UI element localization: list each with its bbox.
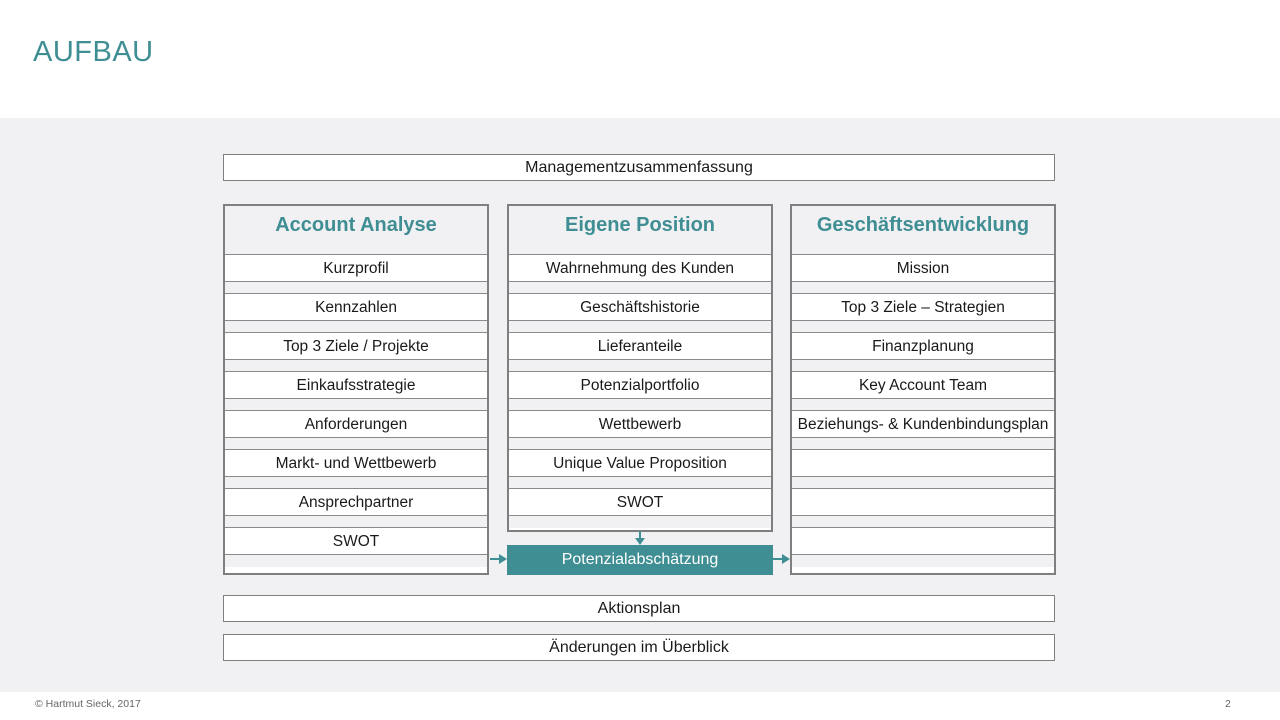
list-item bbox=[792, 450, 1054, 489]
arrow-right-icon bbox=[773, 552, 791, 566]
list-item-label: SWOT bbox=[225, 528, 487, 555]
divider bbox=[509, 516, 771, 528]
divider bbox=[792, 360, 1054, 372]
list-item-label: Kurzprofil bbox=[225, 255, 487, 282]
list-item bbox=[509, 450, 771, 489]
divider bbox=[509, 399, 771, 411]
list-item-label: Key Account Team bbox=[792, 372, 1054, 399]
list-item-label: Ansprechpartner bbox=[225, 489, 487, 516]
column-eigene-position bbox=[507, 204, 773, 532]
list-item bbox=[792, 255, 1054, 294]
column-account-analyse bbox=[223, 204, 489, 575]
list-item-label bbox=[792, 450, 1054, 477]
list-item-label: Markt- und Wettbewerb bbox=[225, 450, 487, 477]
list-item-label: Unique Value Proposition bbox=[509, 450, 771, 477]
list-item bbox=[792, 489, 1054, 528]
list-item-label: Top 3 Ziele – Strategien bbox=[792, 294, 1054, 321]
list-item bbox=[225, 294, 487, 333]
list-item-label: Top 3 Ziele / Projekte bbox=[225, 333, 487, 360]
divider bbox=[792, 516, 1054, 528]
list-item bbox=[792, 372, 1054, 411]
list-item bbox=[225, 489, 487, 528]
list-item-label bbox=[792, 489, 1054, 516]
divider bbox=[225, 477, 487, 489]
slide-title: AUFBAU bbox=[33, 36, 154, 68]
page-number: 2 bbox=[1225, 698, 1231, 710]
list-item-label: Wahrnehmung des Kunden bbox=[509, 255, 771, 282]
list-item bbox=[509, 255, 771, 294]
list-item bbox=[225, 333, 487, 372]
list-item bbox=[792, 294, 1054, 333]
list-item bbox=[225, 255, 487, 294]
list-item-label: SWOT bbox=[509, 489, 771, 516]
list-item-label: Geschäftshistorie bbox=[509, 294, 771, 321]
list-item bbox=[792, 528, 1054, 567]
list-item bbox=[225, 372, 487, 411]
divider bbox=[792, 399, 1054, 411]
divider bbox=[225, 399, 487, 411]
divider bbox=[792, 321, 1054, 333]
divider bbox=[225, 360, 487, 372]
list-item-label bbox=[792, 528, 1054, 555]
list-item bbox=[509, 294, 771, 333]
arrow-right-icon bbox=[490, 552, 508, 566]
arrow-down-icon bbox=[632, 531, 648, 546]
divider bbox=[792, 477, 1054, 489]
divider bbox=[225, 555, 487, 567]
list-item bbox=[225, 450, 487, 489]
divider bbox=[225, 321, 487, 333]
list-item-label: Mission bbox=[792, 255, 1054, 282]
copyright-footer: © Hartmut Sieck, 2017 bbox=[35, 698, 141, 710]
divider bbox=[509, 321, 771, 333]
divider bbox=[509, 438, 771, 450]
divider bbox=[225, 516, 487, 528]
divider bbox=[509, 477, 771, 489]
list-item bbox=[509, 489, 771, 528]
list-item bbox=[792, 333, 1054, 372]
list-item-label: Lieferanteile bbox=[509, 333, 771, 360]
column-title: Geschäftsentwicklung bbox=[792, 206, 1054, 255]
action-plan-box: Aktionsplan bbox=[223, 595, 1055, 622]
changes-overview-box: Änderungen im Überblick bbox=[223, 634, 1055, 661]
divider bbox=[225, 438, 487, 450]
list-item-label: Potenzialportfolio bbox=[509, 372, 771, 399]
column-geschaeftsentwicklung bbox=[790, 204, 1056, 575]
divider bbox=[509, 360, 771, 372]
management-summary-box: Managementzusammenfassung bbox=[223, 154, 1055, 181]
list-item-label: Finanzplanung bbox=[792, 333, 1054, 360]
list-item bbox=[225, 411, 487, 450]
divider bbox=[509, 282, 771, 294]
list-item bbox=[509, 372, 771, 411]
list-item bbox=[792, 411, 1054, 450]
list-item-label: Beziehungs- & Kundenbindungsplan bbox=[792, 411, 1054, 438]
list-item-label: Anforderungen bbox=[225, 411, 487, 438]
column-title: Eigene Position bbox=[509, 206, 771, 255]
list-item bbox=[509, 333, 771, 372]
list-item bbox=[225, 528, 487, 567]
list-item-label: Einkaufsstrategie bbox=[225, 372, 487, 399]
divider bbox=[792, 282, 1054, 294]
divider bbox=[225, 282, 487, 294]
potential-assessment-box: Potenzialabschätzung bbox=[507, 545, 773, 575]
list-item-label: Kennzahlen bbox=[225, 294, 487, 321]
divider bbox=[792, 555, 1054, 567]
column-title: Account Analyse bbox=[225, 206, 487, 255]
list-item bbox=[509, 411, 771, 450]
list-item-label: Wettbewerb bbox=[509, 411, 771, 438]
divider bbox=[792, 438, 1054, 450]
